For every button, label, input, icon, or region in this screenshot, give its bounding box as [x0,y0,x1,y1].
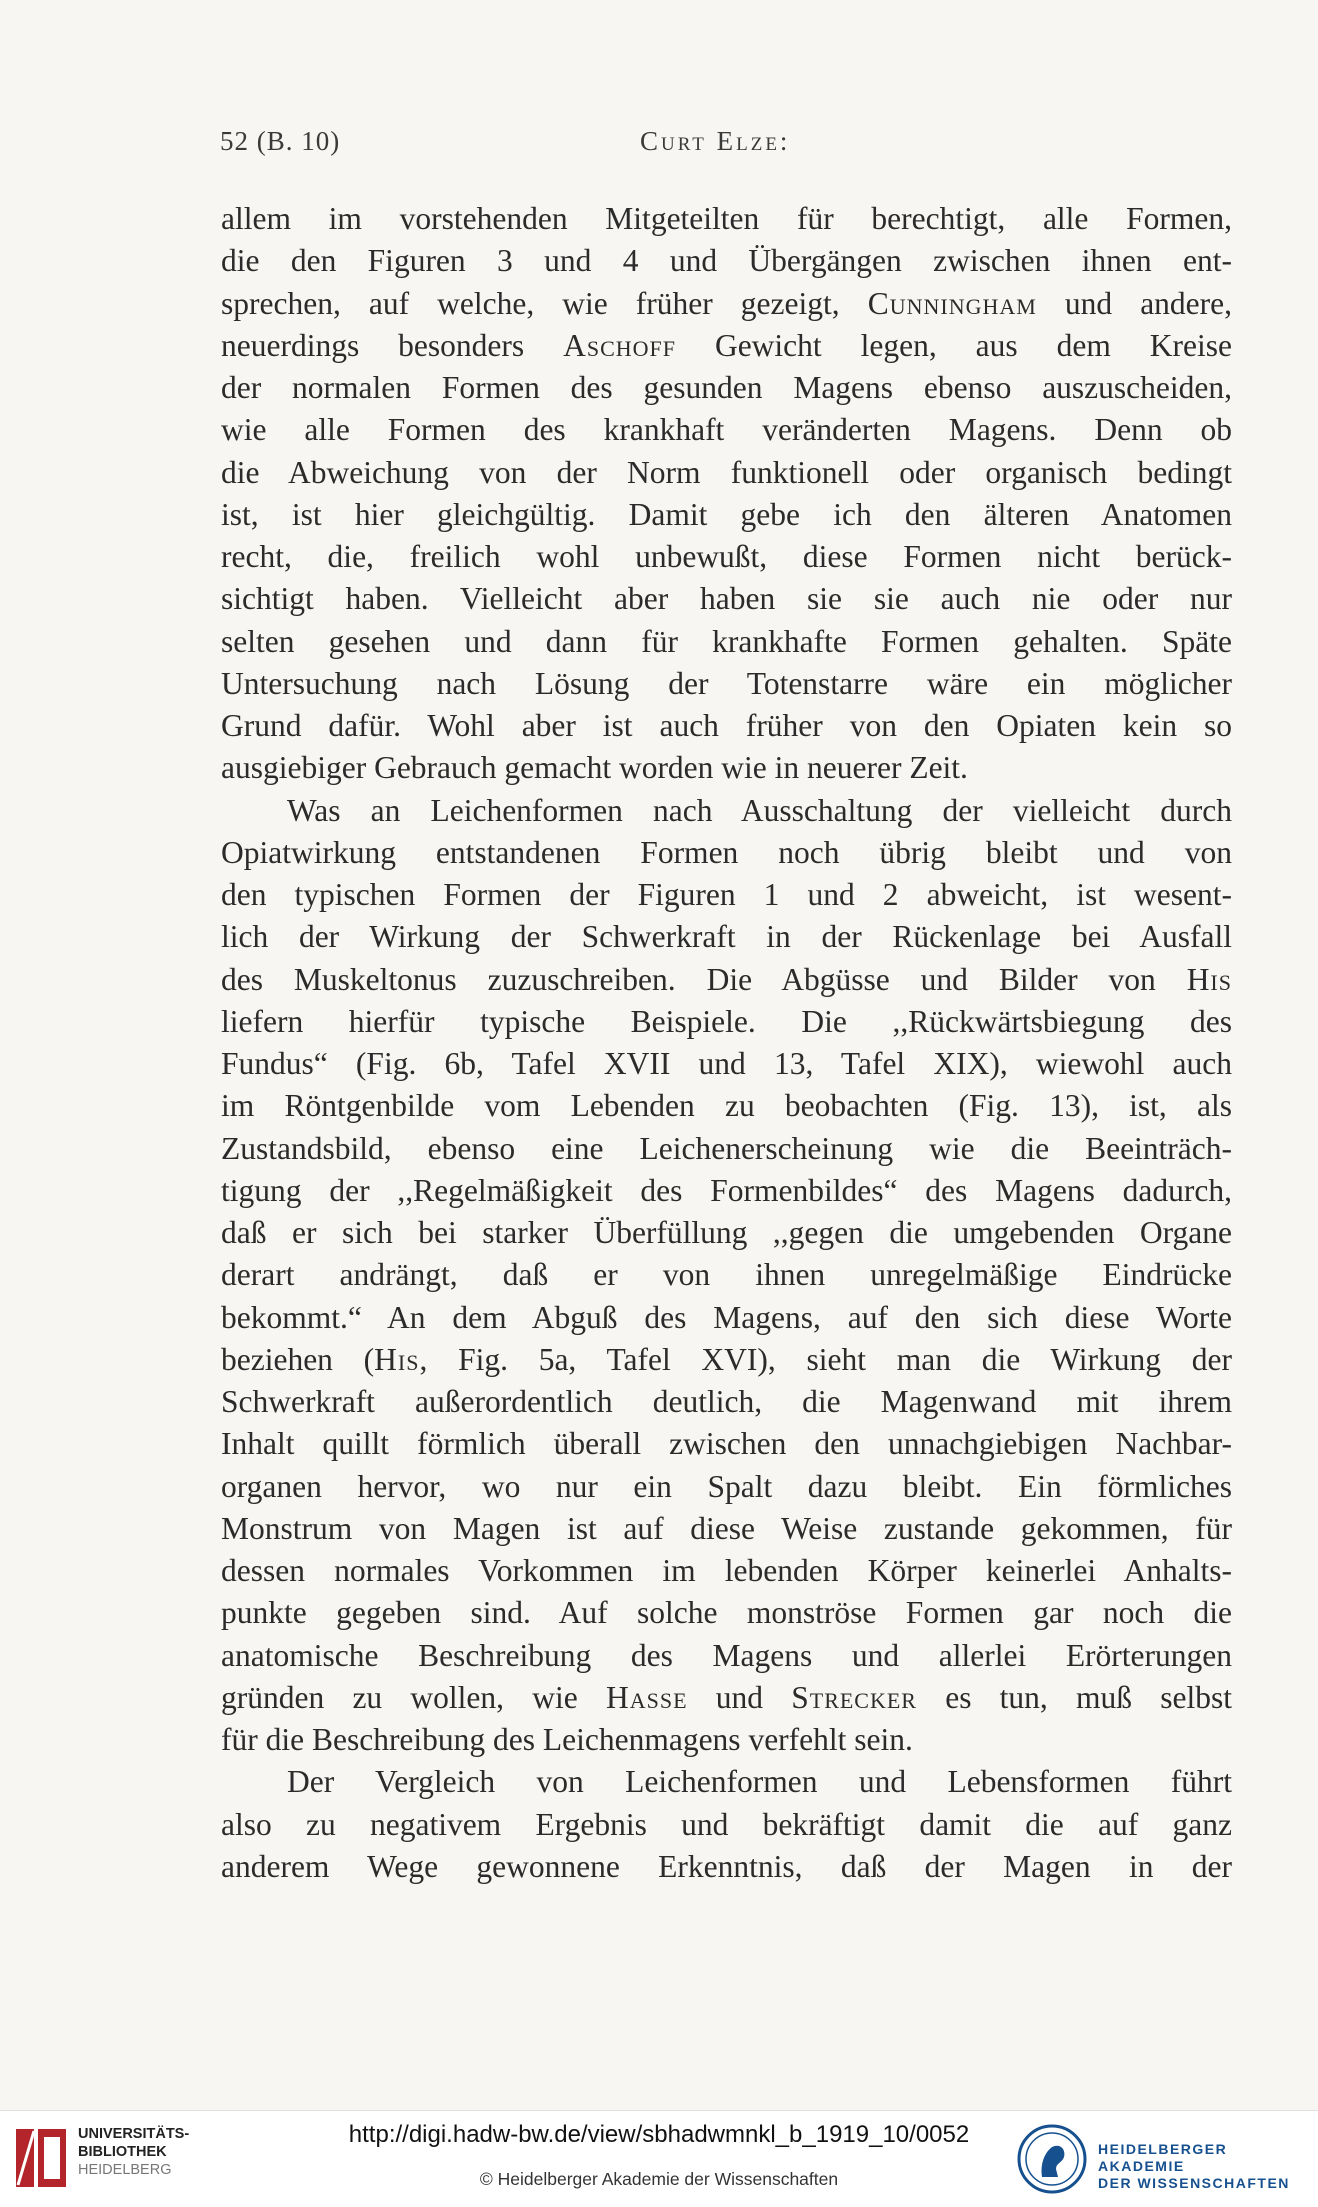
copyright-notice: © Heidelberger Akademie der Wissenschaften [479,2169,839,2189]
text-line: im Röntgenbilde vom Lebenden zu beobachten (Fig. 13), ist, als [221,1088,1232,1124]
text-segment: beziehen ( [221,1341,375,1377]
text-segment: , Fig. 5a, Tafel XVI), sieht man die Wirkung der [419,1341,1232,1377]
text-segment: gründen zu wollen, wie [221,1679,606,1715]
text-segment: Gewicht legen, aus dem Kreise [676,327,1232,363]
text-line: allem im vorstehenden Mitgeteilten für berechtigt, alle Formen, [221,201,1232,236]
text-line: die den Figuren 3 und 4 und Übergängen zwischen ihnen ent- [221,243,1232,279]
text-line: Zustandsbild, ebenso eine Leichenerscheinung wie die Beeinträch- [221,1130,1232,1166]
academy-name-line-2: DER WISSENSCHAFTEN [1098,2175,1290,2191]
text-line: Inhalt quillt förmlich überall zwischen den unnachgiebigen Nachbar- [221,1426,1232,1462]
text-segment: neuerdings besonders [221,327,564,363]
body-text [221,198,1232,1888]
text-line: ausgiebiger Gebrauch gemacht worden wie in neuerer Zeit. [221,750,968,786]
author-name: His [374,1341,420,1377]
text-line: punkte gegeben sind. Auf solche monströse Formen gar noch die [221,1595,1232,1631]
library-name-line-1: UNIVERSITÄTS- [78,2126,190,2142]
text-line: liefern hierfür typische Beispiele. Die ,,Rückwärtsbiegung des [221,1003,1232,1039]
text-line: tigung der ,,Regelmäßigkeit des Formenbildes“ des Magens dadurch, [221,1172,1232,1208]
text-line: derart andrängt, daß er von ihnen unregelmäßige Eindrücke [221,1257,1232,1293]
text-line: Fundus“ (Fig. 6b, Tafel XVII und 13, Tafel XIX), wiewohl auch [221,1046,1232,1081]
library-name-line-3: HEIDELBERG [78,2162,172,2178]
author-name: His [1186,961,1232,997]
text-line: sichtigt haben. Vielleicht aber haben sie sie auch nie oder nur [221,581,1232,617]
text-line: Der Vergleich von Leichenformen und Lebensformen führt [287,1764,1232,1800]
text-line: die Abweichung von der Norm funktionell oder organisch bedingt [221,454,1232,490]
text-line [221,325,1232,367]
text-line: recht, die, freilich wohl unbewußt, diese Formen nicht berück- [221,539,1232,574]
text-line: anatomische Beschreibung des Magens und allerlei Erörterungen [221,1637,1232,1673]
text-line: also zu negativem Ergebnis und bekräftigt damit die auf ganz [221,1806,1232,1842]
text-line [221,1339,1232,1381]
text-line: dessen normales Vorkommen im lebenden Körper keinerlei Anhalts- [221,1553,1232,1588]
text-line: daß er sich bei starker Überfüllung ,,gegen die umgebenden Organe [221,1215,1232,1250]
library-name-line-2: BIBLIOTHEK [78,2144,167,2160]
author-name: Strecker [791,1679,917,1715]
text-line: Monstrum von Magen ist auf diese Weise zustande gekommen, für [221,1510,1232,1546]
text-segment: und [687,1679,792,1715]
text-line: Grund dafür. Wohl aber ist auch früher von den Opiaten kein so [221,708,1232,743]
text-line: für die Beschreibung des Leichenmagens verfehlt sein. [221,1722,913,1757]
text-line: Opiatwirkung entstandenen Formen noch übrig bleibt und von [221,834,1232,870]
text-line: wie alle Formen des krankhaft veränderten Magens. Denn ob [221,412,1232,448]
author-name: Cunningham [867,285,1037,321]
page-number: 52 (B. 10) [220,126,341,156]
text-line: organen hervor, wo nur ein Spalt dazu bleibt. Ein förmliches [221,1468,1232,1504]
text-segment: und andere, [1036,285,1232,321]
text-line: Was an Leichenformen nach Ausschaltung der vielleicht durch [287,792,1232,828]
academy-name-line-1: HEIDELBERGER AKADEMIE [1098,2141,1228,2174]
text-line: bekommt.“ An dem Abguß des Magens, auf den sich diese Worte [221,1299,1232,1335]
text-segment: sprechen, auf welche, wie früher gezeigt, [221,285,868,321]
text-line [221,959,1232,1001]
text-line: der normalen Formen des gesunden Magens ebenso auszuscheiden, [221,370,1232,405]
text-line: ist, ist hier gleichgültig. Damit gebe ich den älteren Anatomen [221,496,1232,532]
text-segment: es tun, muß selbst [916,1679,1233,1715]
academy-name [1098,2141,1318,2192]
text-line: selten gesehen und dann für krankhafte Formen gehalten. Späte [221,623,1232,659]
text-line: Schwerkraft außerordentlich deutlich, die Magenwand mit ihrem [221,1384,1232,1419]
text-line [221,283,1232,325]
text-segment: des Muskeltonus zuzuschreiben. Die Abgüsse und Bilder von [221,961,1187,997]
text-line: Untersuchung nach Lösung der Totenstarre wäre ein möglicher [221,665,1232,701]
text-line: lich der Wirkung der Schwerkraft in der Rückenlage bei Ausfall [221,919,1232,955]
text-line: anderem Wege gewonnene Erkenntnis, daß der Magen in der [221,1848,1232,1884]
permalink-url[interactable]: http://digi.hadw-bw.de/view/sbhadwmnkl_b_1919_10/0052 [348,2121,970,2148]
text-line [221,1677,1232,1719]
page-header [220,126,1230,166]
author-name: Aschoff [563,327,676,363]
running-title: Curt Elze: [640,126,791,156]
viewer-footer [0,2110,1318,2207]
text-line: den typischen Formen der Figuren 1 und 2 abweicht, ist wesent- [221,877,1232,912]
author-name: Hasse [605,1679,688,1715]
academy-seal-icon [1016,2123,1088,2195]
